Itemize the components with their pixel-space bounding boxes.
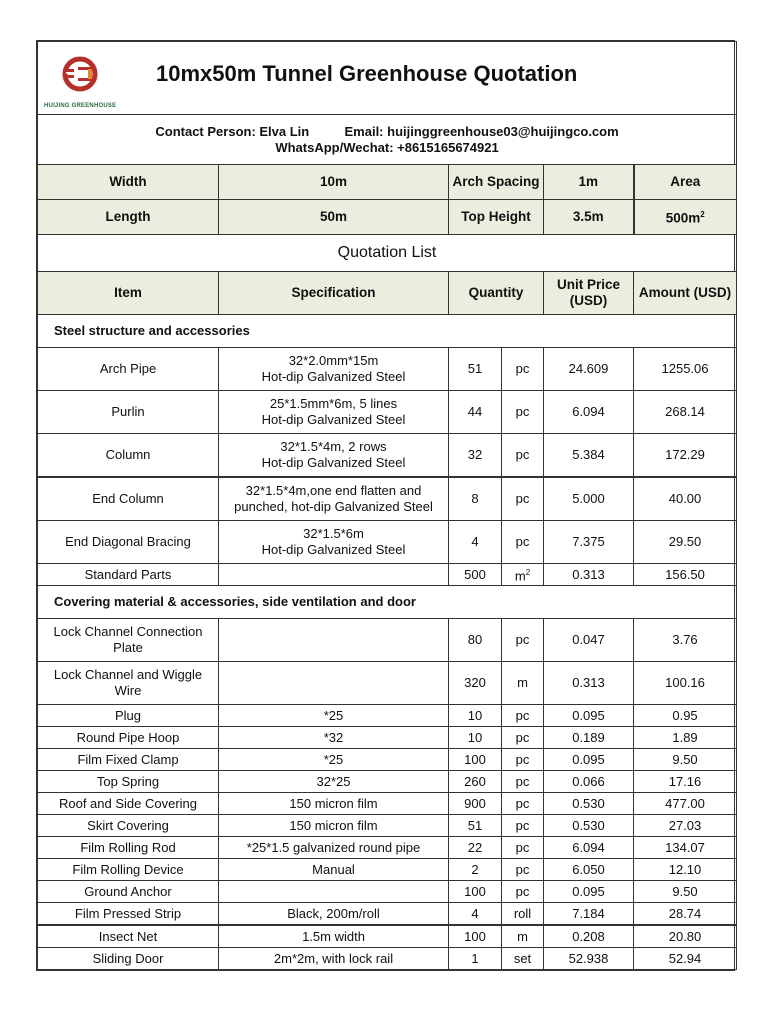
item-amount: 17.16: [634, 771, 737, 793]
item-specification: [219, 815, 449, 837]
length-value: 50m: [219, 200, 449, 235]
section-title: Steel structure and accessories: [38, 315, 737, 348]
item-quantity: 80: [449, 619, 502, 662]
spec-line: Hot-dip Galvanized Steel: [261, 369, 406, 384]
table-row: [38, 793, 737, 815]
item-unit: [502, 434, 544, 478]
quotation-sheet: [36, 40, 735, 971]
section-header-row: [38, 315, 737, 348]
unit-text: roll: [513, 905, 532, 921]
item-unit: [502, 903, 544, 926]
item-unit: [502, 749, 544, 771]
item-quantity: 32: [449, 434, 502, 478]
item-amount: 28.74: [634, 903, 737, 926]
item-amount: 52.94: [634, 948, 737, 970]
item-name: End Diagonal Bracing: [38, 521, 219, 564]
spec-line: 150 micron film: [289, 817, 378, 833]
table-row: [38, 948, 737, 970]
item-quantity: 8: [449, 477, 502, 521]
page-title: 10mx50m Tunnel Greenhouse Quotation: [156, 61, 578, 86]
item-specification: [219, 619, 449, 662]
item-quantity: 2: [449, 859, 502, 881]
item-name: Plug: [38, 705, 219, 727]
item-name: Round Pipe Hoop: [38, 727, 219, 749]
item-name: Standard Parts: [38, 564, 219, 586]
item-unit: [502, 705, 544, 727]
item-specification: [219, 793, 449, 815]
col-quantity: Quantity: [449, 272, 544, 315]
unit-text: pc: [515, 632, 530, 647]
item-unit-price: 7.184: [544, 903, 634, 926]
spec-line: 32*2.0mm*15m: [288, 353, 379, 368]
spec-line: 32*1.5*4m, 2 rows: [280, 439, 387, 454]
title-row: [38, 42, 737, 115]
contact-person: Contact Person: Elva Lin: [155, 123, 310, 139]
logo-text: HUIJING GREENHOUSE: [44, 103, 117, 109]
table-row: [38, 348, 737, 391]
item-specification: [219, 391, 449, 434]
spec-line: 32*25: [316, 773, 351, 789]
unit-text: pc: [515, 861, 530, 877]
item-unit-price: 5.000: [544, 477, 634, 521]
item-unit-price: 0.066: [544, 771, 634, 793]
item-unit-price: 0.313: [544, 564, 634, 586]
top-height-label: Top Height: [449, 200, 544, 235]
item-unit: [502, 477, 544, 521]
item-specification: [219, 837, 449, 859]
unit-text: pc: [515, 795, 530, 811]
item-name: Ground Anchor: [38, 881, 219, 903]
unit-text: m: [517, 675, 528, 690]
area-unit-sup: 2: [700, 210, 705, 220]
item-amount: 0.95: [634, 705, 737, 727]
unit-text: m: [514, 568, 526, 584]
spec-line: *32: [323, 729, 344, 745]
item-quantity: 10: [449, 727, 502, 749]
item-quantity: 100: [449, 925, 502, 948]
item-unit-price: 0.530: [544, 815, 634, 837]
table-row: [38, 391, 737, 434]
table-row: [38, 749, 737, 771]
item-unit: [502, 948, 544, 970]
item-name: Purlin: [38, 391, 219, 434]
spec-line: Manual: [312, 861, 355, 877]
item-specification: [219, 434, 449, 478]
item-quantity: 1: [449, 948, 502, 970]
item-quantity: 4: [449, 521, 502, 564]
item-quantity: 320: [449, 662, 502, 705]
quotation-list-title-row: [38, 235, 737, 272]
top-height-value: 3.5m: [544, 200, 634, 235]
table-row: [38, 859, 737, 881]
item-name: Film Rolling Device: [38, 859, 219, 881]
item-unit: [502, 793, 544, 815]
huijing-logo-icon: [44, 52, 117, 109]
item-quantity: 100: [449, 749, 502, 771]
spec-line: 25*1.5mm*6m, 5 lines: [269, 396, 398, 411]
table-row: [38, 564, 737, 586]
section-header-row: [38, 586, 737, 619]
item-quantity: 44: [449, 391, 502, 434]
item-name: Insect Net: [38, 925, 219, 948]
item-specification: [219, 948, 449, 970]
item-quantity: 260: [449, 771, 502, 793]
item-unit: [502, 348, 544, 391]
item-specification: [219, 348, 449, 391]
area-value: [634, 200, 737, 235]
item-quantity: 10: [449, 705, 502, 727]
spec-line: 2m*2m, with lock rail: [273, 950, 394, 966]
table-row: [38, 881, 737, 903]
unit-text: pc: [515, 361, 530, 376]
item-amount: 156.50: [634, 564, 737, 586]
item-quantity: 100: [449, 881, 502, 903]
arch-spacing-label: Arch Spacing: [449, 165, 544, 200]
item-specification: [219, 771, 449, 793]
unit-text: pc: [515, 404, 530, 419]
item-specification: [219, 705, 449, 727]
item-unit-price: 52.938: [544, 948, 634, 970]
contact-whatsapp: WhatsApp/Wechat: +8615165674921: [275, 139, 499, 155]
unit-sup: 2: [525, 567, 531, 577]
area-label: Area: [634, 165, 737, 200]
item-specification: [219, 477, 449, 521]
item-unit-price: 0.530: [544, 793, 634, 815]
table-row: [38, 662, 737, 705]
item-specification: [219, 903, 449, 926]
item-unit-price: 0.095: [544, 705, 634, 727]
item-specification: [219, 859, 449, 881]
item-unit: [502, 521, 544, 564]
item-quantity: 51: [449, 815, 502, 837]
item-unit: [502, 815, 544, 837]
item-quantity: 4: [449, 903, 502, 926]
item-unit-price: 0.189: [544, 727, 634, 749]
item-name: Arch Pipe: [38, 348, 219, 391]
unit-text: pc: [515, 447, 530, 462]
column-header-row: [38, 272, 737, 315]
col-specification: Specification: [219, 272, 449, 315]
spec-line: *25: [323, 707, 344, 723]
width-value: 10m: [219, 165, 449, 200]
unit-text: pc: [515, 751, 530, 767]
contact-cell: [38, 115, 737, 165]
spec-line: 150 micron film: [289, 795, 378, 811]
area-value-text: 500m: [665, 210, 701, 226]
item-unit-price: 0.313: [544, 662, 634, 705]
item-quantity: 900: [449, 793, 502, 815]
table-row: [38, 837, 737, 859]
item-unit: [502, 564, 544, 586]
spec-line: *25*1.5 galvanized round pipe: [246, 839, 421, 855]
item-quantity: 500: [449, 564, 502, 586]
item-unit: [502, 859, 544, 881]
unit-text: pc: [515, 817, 530, 833]
table-row: [38, 925, 737, 948]
item-unit-price: 6.094: [544, 391, 634, 434]
spec-line: 32*1.5*6m: [303, 526, 364, 541]
dimensions-row-2: [38, 200, 737, 235]
item-unit-price: 6.094: [544, 837, 634, 859]
item-specification: [219, 727, 449, 749]
unit-text: pc: [515, 707, 530, 723]
table-row: [38, 903, 737, 926]
item-unit-price: 6.050: [544, 859, 634, 881]
table-row: [38, 705, 737, 727]
unit-text: pc: [515, 883, 530, 899]
quotation-table: [37, 41, 737, 970]
item-quantity: 51: [449, 348, 502, 391]
item-amount: 9.50: [634, 881, 737, 903]
spec-line: 1.5m width: [302, 928, 365, 944]
spec-line: Black, 200m/roll: [287, 905, 380, 921]
quotation-list-title: Quotation List: [38, 235, 737, 272]
item-amount: 172.29: [634, 434, 737, 478]
item-amount: 1.89: [634, 727, 737, 749]
item-name: Skirt Covering: [38, 815, 219, 837]
table-row: [38, 434, 737, 478]
item-amount: 27.03: [634, 815, 737, 837]
item-unit: [502, 881, 544, 903]
arch-spacing-value: 1m: [544, 165, 634, 200]
item-unit: [502, 619, 544, 662]
item-amount: 3.76: [634, 619, 737, 662]
item-name: Film Pressed Strip: [38, 903, 219, 926]
item-unit: [502, 727, 544, 749]
unit-text: pc: [515, 773, 530, 789]
item-amount: 9.50: [634, 749, 737, 771]
table-row: [38, 727, 737, 749]
item-name: Film Fixed Clamp: [38, 749, 219, 771]
item-amount: 268.14: [634, 391, 737, 434]
width-label: Width: [38, 165, 219, 200]
col-amount: Amount (USD): [634, 272, 737, 315]
item-name: Column: [38, 434, 219, 478]
table-row: [38, 771, 737, 793]
col-unit-price: Unit Price (USD): [544, 272, 634, 315]
contact-email: Email: huijinggreenhouse03@huijingco.com: [344, 123, 619, 139]
item-unit: [502, 925, 544, 948]
item-name: Sliding Door: [38, 948, 219, 970]
dimensions-row-1: [38, 165, 737, 200]
spec-line: Hot-dip Galvanized Steel: [261, 412, 406, 427]
item-specification: [219, 564, 449, 586]
unit-text: pc: [515, 839, 530, 855]
item-unit: [502, 662, 544, 705]
item-unit-price: 24.609: [544, 348, 634, 391]
item-specification: [219, 749, 449, 771]
item-unit-price: 7.375: [544, 521, 634, 564]
spec-line: Hot-dip Galvanized Steel: [261, 542, 406, 557]
spec-line: 32*1.5*4m,one end flatten and: [245, 483, 422, 498]
unit-text: pc: [515, 491, 530, 506]
spec-line: *25: [323, 751, 344, 767]
table-row: [38, 619, 737, 662]
unit-text: pc: [515, 534, 530, 549]
spec-line: Hot-dip Galvanized Steel: [261, 455, 406, 470]
item-amount: 12.10: [634, 859, 737, 881]
item-unit-price: 5.384: [544, 434, 634, 478]
table-row: [38, 815, 737, 837]
item-unit: [502, 771, 544, 793]
item-specification: [219, 881, 449, 903]
item-unit: [502, 391, 544, 434]
item-unit-price: 0.095: [544, 749, 634, 771]
unit-text: pc: [515, 729, 530, 745]
item-quantity: 22: [449, 837, 502, 859]
item-name: Film Rolling Rod: [38, 837, 219, 859]
item-unit: [502, 837, 544, 859]
item-amount: 29.50: [634, 521, 737, 564]
unit-text: set: [513, 950, 532, 966]
item-amount: 20.80: [634, 925, 737, 948]
item-name: Top Spring: [38, 771, 219, 793]
item-unit-price: 0.095: [544, 881, 634, 903]
item-amount: 100.16: [634, 662, 737, 705]
unit-text: m: [517, 928, 528, 944]
item-unit-price: 0.208: [544, 925, 634, 948]
table-row: [38, 477, 737, 521]
length-label: Length: [38, 200, 219, 235]
item-name: Roof and Side Covering: [38, 793, 219, 815]
item-name: Lock Channel and Wiggle Wire: [38, 662, 219, 705]
section-title: Covering material & accessories, side ventilation and door: [38, 586, 737, 619]
item-specification: [219, 925, 449, 948]
item-name: End Column: [38, 477, 219, 521]
item-specification: [219, 521, 449, 564]
contact-row: [38, 115, 737, 165]
title-cell: [38, 42, 737, 115]
spec-line: punched, hot-dip Galvanized Steel: [234, 499, 433, 514]
item-unit-price: 0.047: [544, 619, 634, 662]
item-name: Lock Channel Connection Plate: [38, 619, 219, 662]
item-amount: 134.07: [634, 837, 737, 859]
item-amount: 40.00: [634, 477, 737, 521]
item-specification: [219, 662, 449, 705]
table-row: [38, 521, 737, 564]
item-amount: 477.00: [634, 793, 737, 815]
col-item: Item: [38, 272, 219, 315]
item-amount: 1255.06: [634, 348, 737, 391]
